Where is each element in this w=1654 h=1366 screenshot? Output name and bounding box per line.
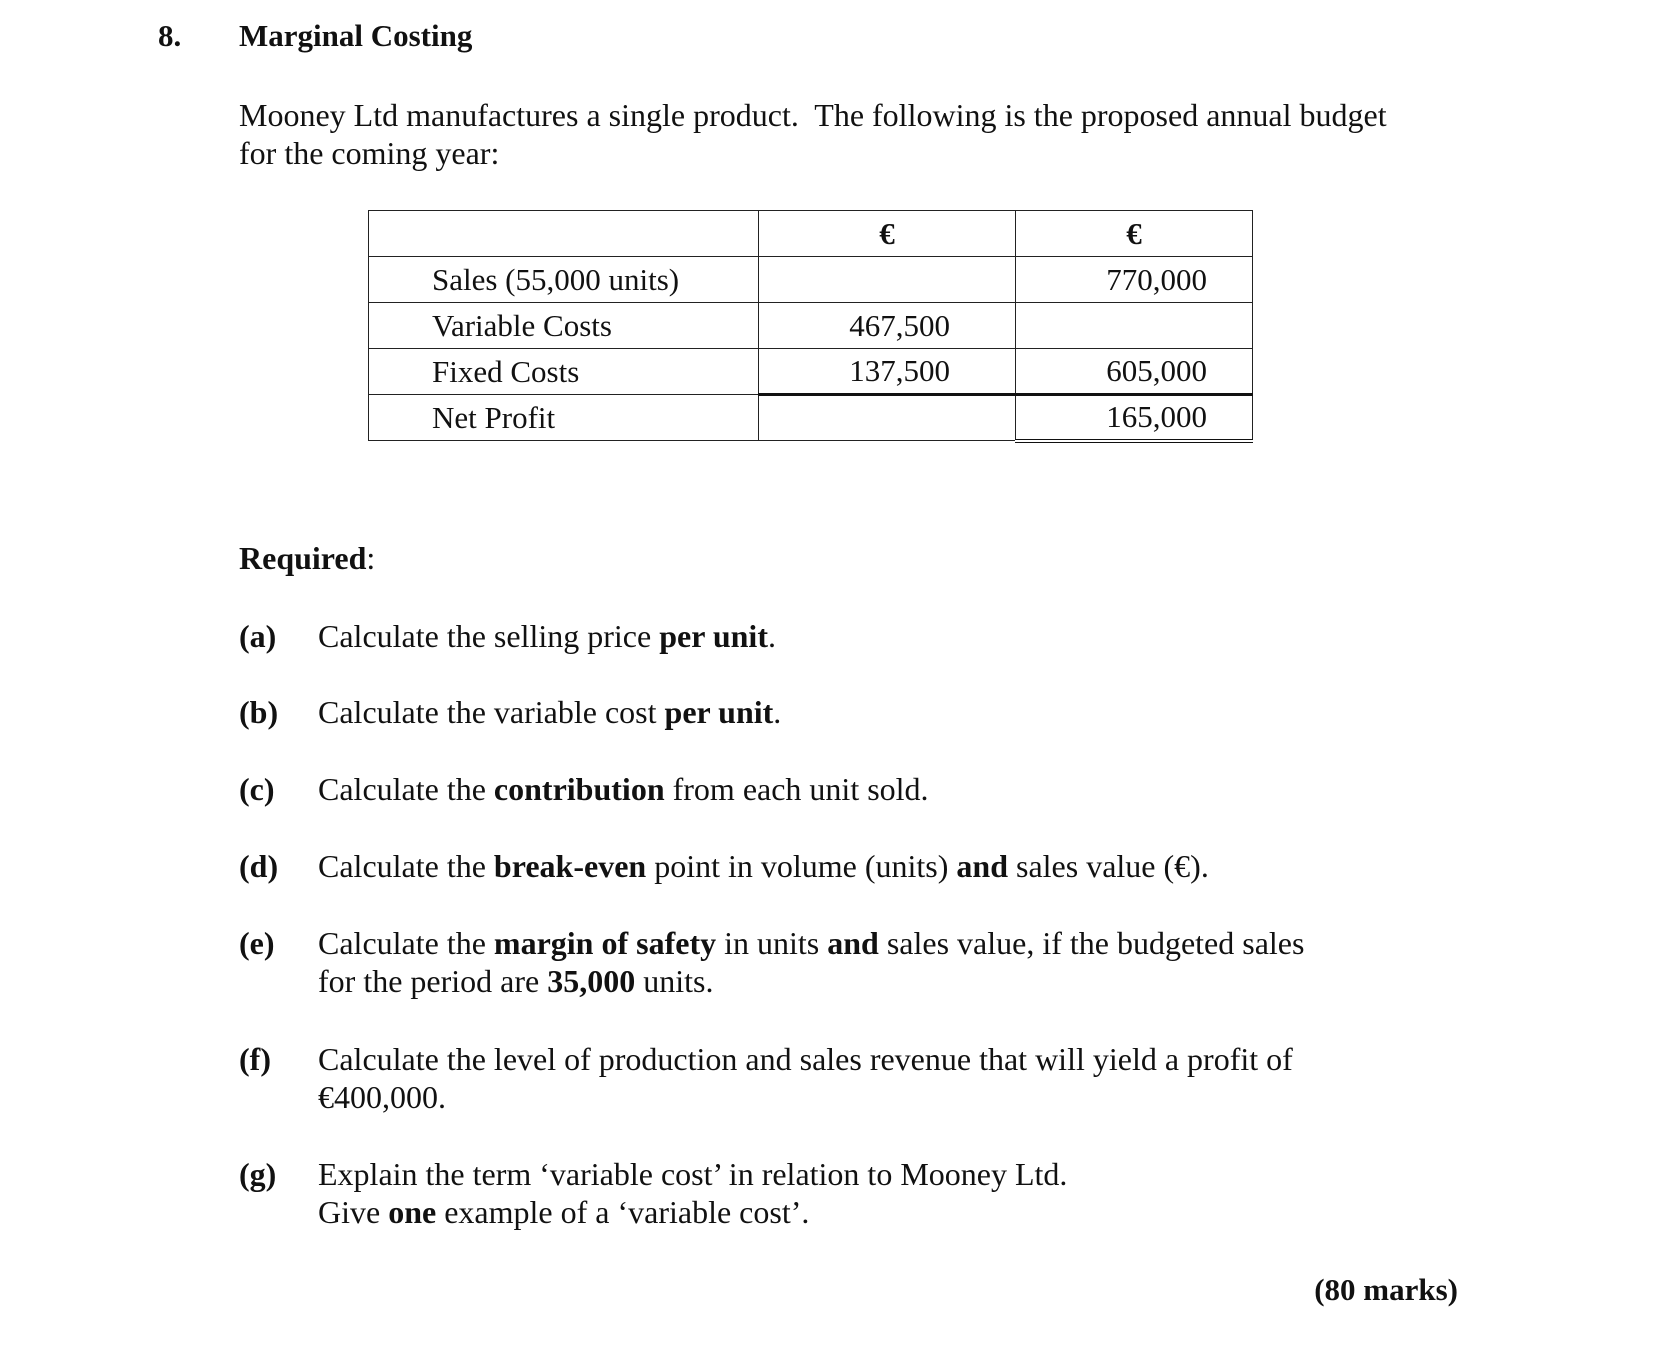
header-cell-euro-2: € xyxy=(1016,211,1253,257)
bold-run: one xyxy=(388,1194,437,1230)
part-text xyxy=(318,617,1378,655)
part-text xyxy=(318,693,1378,731)
table-row xyxy=(369,395,1253,441)
required-colon: : xyxy=(366,540,376,576)
part-label: (f) xyxy=(239,1041,271,1077)
part-f-line-1: Calculate the level of production and sales revenue that will yield a profit of xyxy=(318,1041,1293,1077)
part-label: (a) xyxy=(239,618,277,654)
text-run: Calculate the variable cost xyxy=(318,694,665,730)
row-label: Net Profit xyxy=(369,395,759,441)
table-header-row xyxy=(369,211,1253,257)
bold-run: contribution xyxy=(493,771,665,807)
part-text xyxy=(318,924,1378,1000)
text-run: Calculate the selling price xyxy=(318,618,660,654)
part-f-line-2: €400,000. xyxy=(318,1079,446,1115)
part-e-line-2 xyxy=(318,962,1378,1000)
text-run: from each unit sold. xyxy=(664,771,929,807)
text-run: sales value (€). xyxy=(1008,848,1209,884)
header-cell-label xyxy=(369,211,759,257)
intro-paragraph xyxy=(239,96,1479,172)
bold-run: per unit xyxy=(664,694,774,730)
part-g-line-2 xyxy=(318,1193,1378,1231)
part-text xyxy=(318,847,1378,885)
intro-line-2: for the coming year: xyxy=(239,135,500,171)
text-run: Calculate the xyxy=(318,771,494,807)
part-text xyxy=(318,1155,1378,1231)
text-run: example of a ‘variable cost’. xyxy=(436,1194,810,1230)
part-label: (d) xyxy=(239,848,279,884)
budget-table xyxy=(368,210,1253,443)
question-title: Marginal Costing xyxy=(239,18,473,53)
bold-run: and xyxy=(956,848,1008,884)
row-value-1: 137,500 xyxy=(759,349,1016,395)
row-value-2: 770,000 xyxy=(1016,257,1253,303)
part-label: (c) xyxy=(239,771,275,807)
required-label: Required xyxy=(239,540,367,576)
text-run: in units xyxy=(716,925,828,961)
row-value-1 xyxy=(759,257,1016,303)
question-number: 8. xyxy=(158,18,182,53)
header-cell-euro-1: € xyxy=(759,211,1016,257)
bold-run: margin of safety xyxy=(493,925,717,961)
text-run: units. xyxy=(635,963,714,999)
row-label: Sales (55,000 units) xyxy=(369,257,759,303)
bold-run: break-even xyxy=(493,848,647,884)
row-label: Fixed Costs xyxy=(369,349,759,395)
text-run: sales value, if the budgeted sales xyxy=(878,925,1305,961)
text-run: point in volume (units) xyxy=(646,848,957,884)
text-run: . xyxy=(767,618,776,654)
part-text xyxy=(318,770,1378,808)
row-label: Variable Costs xyxy=(369,303,759,349)
table-row xyxy=(369,257,1253,303)
part-label: (e) xyxy=(239,925,275,961)
bold-run: 35,000 xyxy=(547,963,636,999)
row-value-2: 165,000 xyxy=(1016,395,1253,441)
text-run: Give xyxy=(318,1194,389,1230)
row-value-1: 467,500 xyxy=(759,303,1016,349)
intro-line-1: Mooney Ltd manufactures a single product. The following is the proposed annual budget xyxy=(239,97,1387,133)
table-row xyxy=(369,349,1253,395)
bold-run: and xyxy=(827,925,879,961)
text-run: Calculate the xyxy=(318,848,494,884)
part-label: (b) xyxy=(239,694,279,730)
text-run: . xyxy=(773,694,782,730)
row-value-2: 605,000 xyxy=(1016,349,1253,395)
row-value-2 xyxy=(1016,303,1253,349)
required-heading xyxy=(239,540,375,577)
total-marks: (80 marks) xyxy=(1314,1272,1458,1307)
part-text xyxy=(318,1040,1378,1116)
row-value-1 xyxy=(759,395,1016,441)
text-run: Calculate the xyxy=(318,925,494,961)
part-label: (g) xyxy=(239,1156,277,1192)
part-e-line-1 xyxy=(318,924,1378,962)
bold-run: per unit xyxy=(659,618,768,654)
table-row xyxy=(369,303,1253,349)
part-g-line-1: Explain the term ‘variable cost’ in relation to Mooney Ltd. xyxy=(318,1156,1068,1192)
text-run: for the period are xyxy=(318,963,548,999)
